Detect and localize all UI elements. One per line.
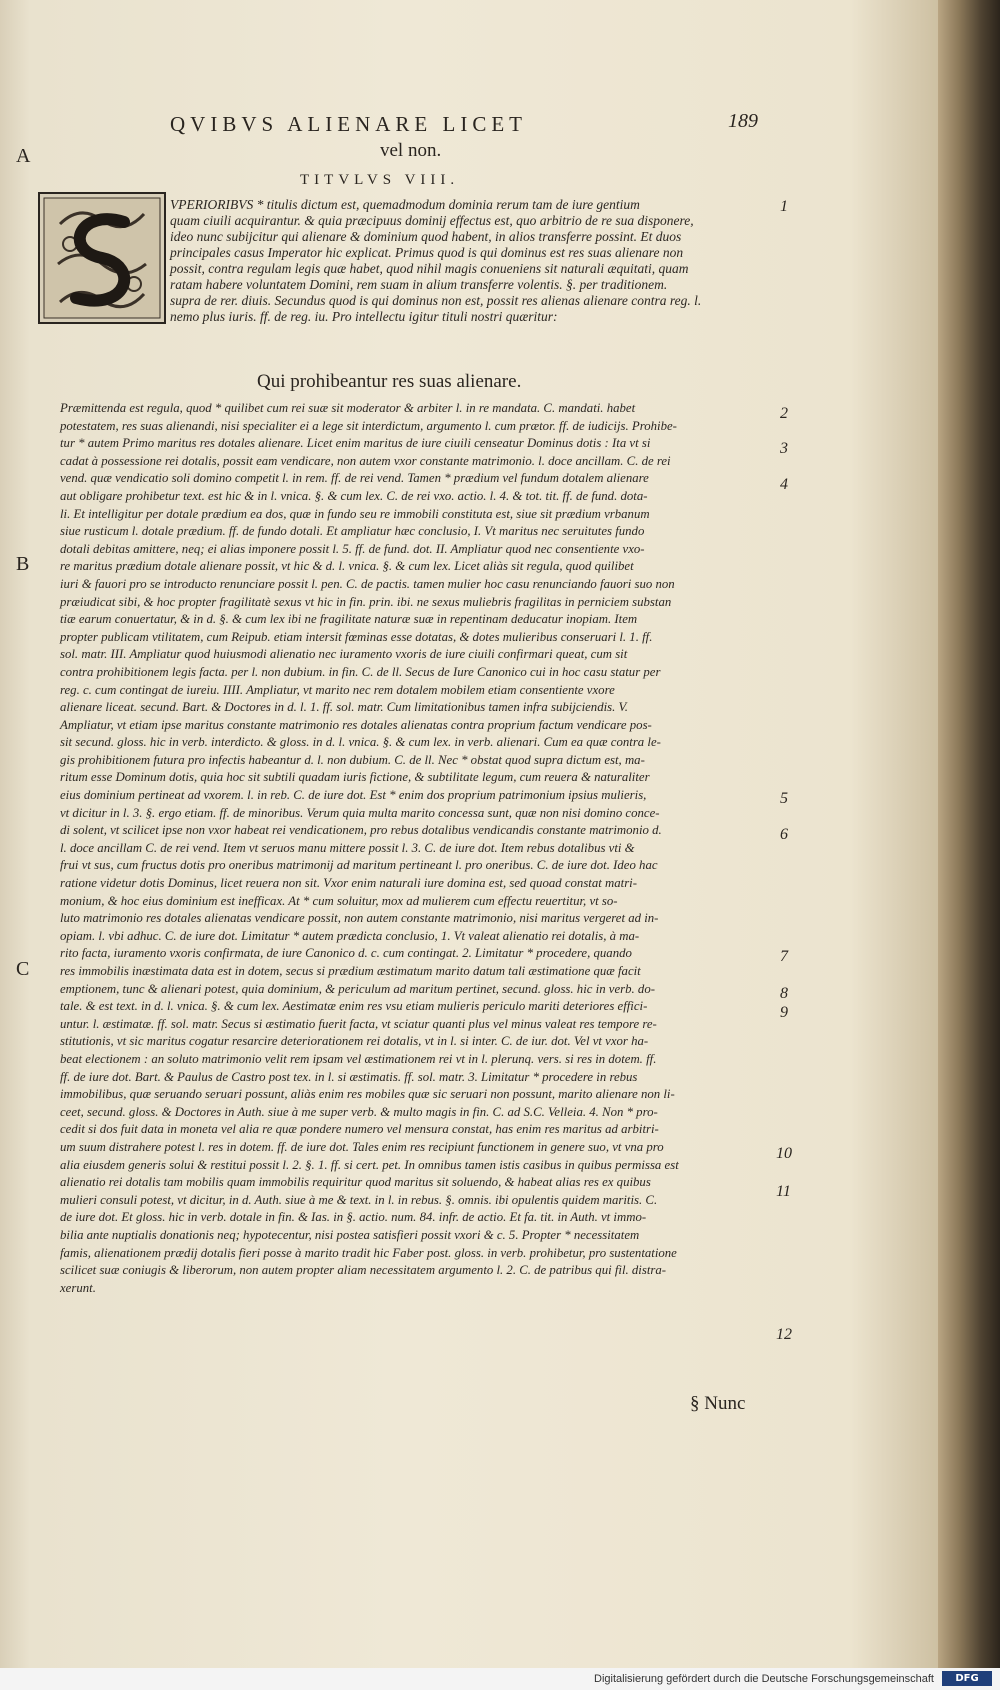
intro-line: ratam habere voluntatem Domini, rem suam in alium transferre volentis. §. per traditionem.	[170, 277, 668, 292]
intro-line: nemo plus iuris. ff. de reg. iu. Pro intellectu igitur tituli nostri quæritur:	[170, 309, 558, 324]
body-line: immobilibus, quæ seruando seruari possunt, aliàs enim res mobiles quæ sic seruari non possunt, marito alienare non li-	[60, 1087, 675, 1102]
body-line: emptionem, tunc & alienari potest, quia dominium, & periculum ad maritum pertinet, secund. gloss. hic in verb. do-	[60, 981, 655, 996]
section-mark-a: A	[16, 145, 31, 167]
body-line: famis, alienationem prædij dotalis fieri posse à marito tradit hic Faber post. gloss. in verb. prohibetur, pro sustentatione	[60, 1245, 677, 1260]
body-line: stitutionis, vt sic maritus cogatur resarcire deteriorationem rei dotalis, vt in l. si inter. C. de iur. dot. Vel vt vxor ha-	[60, 1034, 649, 1049]
decorated-initial-s-icon	[38, 192, 166, 324]
margin-number-4: 4	[780, 476, 788, 493]
body-line: tale. & est text. in d. l. vnica. §. & cum lex. Aestimatæ enim res vsu etiam mulieris periculo mariti deteriores effici-	[60, 999, 648, 1014]
margin-number-5: 5	[780, 790, 788, 807]
body-line: vt dicitur in l. 3. §. ergo etiam. ff. de minoribus. Verum quia multa marito concessa sunt, quæ non nisi domino conce-	[60, 805, 660, 820]
margin-number-8: 8	[780, 985, 788, 1002]
footer-bar	[0, 1668, 1000, 1690]
body-line: tiæ earum conuertatur, & in d. §. & cum lex ibi ne fragilitate naturæ suæ in repentinam deducatur inopiam. Item	[60, 612, 638, 627]
body-line: alia eiusdem generis solui & restitui possit l. 2. §. 1. ff. si cert. pet. In omnibus tamen istis casibus in quibus permissa est	[60, 1157, 679, 1172]
running-subtitle: vel non.	[380, 140, 442, 161]
body-line: dotali debitas amittere, neq; ei alias imponere possit l. 5. ff. de fund. dot. II. Ampliatur quod nec consentiente vxo-	[60, 541, 645, 556]
body-line: gis prohibitionem futura pro infectis habeantur d. l. non dubium. C. de ll. Nec * obstat quod supra dictum est, ma-	[60, 752, 645, 767]
running-title: QVIBVS ALIENARE LICET	[170, 112, 527, 136]
body-line: rito facta, iuramento vxoris confirmata, de iure Canonico d. c. cum contingat. 2. Limitatur * procedere, quando	[60, 946, 632, 961]
body-line: ratione videtur dotis Dominus, licet reuera non sit. Vxor enim naturali iure domina est, sed quoad constat matri-	[60, 876, 637, 891]
dfg-logo-icon: DFG	[942, 1671, 992, 1686]
margin-number-10: 10	[776, 1145, 792, 1162]
margin-number-2: 2	[780, 405, 788, 422]
body-line: siue rusticum l. dotale prædium. ff. de fundo dotali. Et ampliatur hæc conclusio, I. Vt maritus nec seruitutes fundo	[60, 524, 645, 539]
section-mark-c: C	[16, 958, 30, 980]
body-line: l. doce ancillam C. de rei vend. Item vt seruos manu mittere possit l. 3. C. de iure dot. Item rebus dotalibus vti &	[60, 840, 635, 855]
margin-number-1: 1	[780, 198, 788, 215]
intro-line: possit, contra regulam legis quæ habet, quod nihil magis conueniens sit naturali æquitati, quam	[170, 261, 689, 276]
body-line: mulieri consuli potest, vt dicitur, in d. Auth. siue à me & text. in l. in rebus. §. omnis. ibi opulentis quidem maritis. C.	[60, 1192, 658, 1207]
body-line: alienatio rei dotalis tam mobilis quam immobilis requiritur quod maritus sit soluendo, & habeat alias res ex quibus	[60, 1175, 651, 1190]
intro-line: supra de rer. diuis. Secundus quod is qui dominus non est, possit res alienas alienare contra reg. l.	[170, 293, 702, 308]
body-line: di solent, vt scilicet ipse non vxor habeat rei vendicationem, pro rebus dotalibus vendicandis constante matrimonio d.	[60, 823, 662, 838]
footer-credit: Digitalisierung gefördert durch die Deutsche Forschungsgemeinschaft	[594, 1673, 934, 1685]
body-line: Ampliatur, vt etiam ipse maritus constante matrimonio res dotales alienatas contra proprium factum vendicare pos-	[60, 717, 652, 732]
margin-number-6: 6	[780, 826, 788, 843]
margin-number-12: 12	[776, 1326, 792, 1343]
body-line: um suum distrahere potest l. res in dotem. ff. de iure dot. Tales enim res recipiunt functionem in genere suo, vt vna pro	[60, 1139, 664, 1154]
body-line: potestatem, res suas alienandi, nisi specialiter ei a lege sit interdictum, argumento l. cum prætor. ff. de iudicijs. Prohibe-	[60, 418, 677, 433]
body-line: propter publicam vtilitatem, cum Reipub. etiam intersit fœminas esse dotatas, & dotes mulieribus conseruari l. 1. ff.	[60, 629, 653, 644]
body-line: tur * autem Primo maritus res dotales alienare. Licet enim maritus de iure ciuili censeatur Dominus dotis : Ita vt si	[60, 436, 651, 451]
catchword: § Nunc	[690, 1393, 746, 1414]
body-line: untur. l. æstimatæ. ff. sol. matr. Secus si æstimatio fuerit facta, vt sciatur quanti plus vel minus valeat res tempore re-	[60, 1016, 657, 1031]
intro-paragraph	[170, 197, 740, 325]
section-heading: Qui prohibeantur res suas alienare.	[257, 371, 522, 392]
body-line: monium, & hoc eius dominium est inefficax. At * cum soluitur, mox ad mulierem cum effectu reuertitur, vt so-	[60, 893, 618, 908]
title-label: TITVLVS VIII.	[300, 172, 460, 188]
body-line: ceet, secund. gloss. & Doctores in Auth. siue à me super verb. & multo magis in fin. C. ad S.C. Velleia. 4. Non * pro-	[60, 1104, 658, 1119]
page-number: 189	[728, 110, 758, 132]
body-line: præiudicat sibi, & hoc propter fragilitatè sexus vt hic in fin. prin. ibi. ne sexus muliebris fragilitas in perniciem substan	[60, 594, 672, 609]
body-line: de iure dot. Et gloss. hic in verb. dotale in fin. & Ias. in §. actio. num. 84. infr. de actio. Et fa. tit. in Auth. vt immo-	[60, 1210, 647, 1225]
body-line: opiam. l. vbi adhuc. C. de iure dot. Limitatur * autem prædicta conclusio, 1. Vt valeat alienatio rei dotalis, à ma-	[60, 928, 640, 943]
ornament-graphic	[40, 194, 164, 322]
body-line: scilicet suæ coniugis & liberorum, non autem propter aliam necessitatem argumento l. 2. C. de patribus qui fil. distra-	[60, 1263, 667, 1278]
intro-line: principales casus Imperator hic explicat. Primus quod is qui dominus est res suas alienare non	[170, 245, 684, 260]
body-line: sit secund. gloss. hic in verb. interdicto. & gloss. in d. l. vnica. §. & cum lex. in verb. alienari. Cum ea quæ contra le-	[60, 735, 661, 750]
body-line: aut obligare prohibetur text. est hic & in l. vnica. §. & cum lex. C. de rei vxo. actio. l. 4. & tot. tit. ff. de fund. dota-	[60, 488, 648, 503]
intro-line: ideo nunc subijcitur qui alienare & dominium quod habent, in alios transferre possint. Et duos	[170, 229, 682, 244]
body-text	[60, 400, 750, 1297]
body-line: vend. quæ vendicatio soli domino competit l. in rem. ff. de rei vend. Tamen * prædium vel fundum dotalem alienare	[60, 471, 649, 486]
intro-line: quam ciuili acquirantur. & quia præcipuus dominij effectus est, quo arbitrio de re sua disponere,	[170, 213, 694, 228]
body-line: iuri & fauori pro se introducto renunciare possit l. pen. C. de pactis. tamen mulier hoc casu renunciando fauori suo non	[60, 576, 675, 591]
body-line: eius dominium pertineat ad vxorem. l. in reb. C. de iure dot. Est * enim dos proprium patrimonium ipsius mulieris,	[60, 788, 647, 803]
body-line: luto matrimonio res dotales alienatas vendicare possit, non autem constante matrimonio, nisi maritus vergeret ad in-	[60, 911, 659, 926]
body-line: reg. c. cum contingat de iureiu. IIII. Ampliatur, vt marito nec rem dotalem mobilem etiam consentiente vxore	[60, 682, 615, 697]
body-line: cadat à possessione rei dotalis, possit eam vendicare, non autem vxor constante matrimonio. l. doce ancillam. C. de rei	[60, 453, 671, 468]
body-line: re maritus prædium dotale alienare possit, vt hic & d. l. vnica. §. & cum lex. Licet aliàs sit regula, quod quilibet	[60, 559, 634, 574]
margin-number-9: 9	[780, 1004, 788, 1021]
intro-line: VPERIORIBVS * titulis dictum est, quemadmodum dominia rerum tam de iure gentium	[170, 197, 640, 212]
body-line: contra prohibitionem legis facta. per l. non dubium. in fin. C. de ll. Secus de Iure Canonico cui in hoc casu statur per	[60, 664, 661, 679]
body-line: ritum esse Dominum dotis, quia hoc sit subtili quadam iuris fictione, & subtilitate legum, cum reuera & naturaliter	[60, 770, 650, 785]
body-line: li. Et intelligitur per dotale prædium ea dos, quæ in fundo seu re immobili constituta est, siue sit prædium vrbanum	[60, 506, 650, 521]
body-line: frui vt sus, cum fructus dotis pro oneribus matrimonij ad maritum pertineant l. pro oneribus. C. de iure dot. Ideo hac	[60, 858, 658, 873]
body-line: Præmittenda est regula, quod * quilibet cum rei suæ sit moderator & arbiter l. in re mandata. C. mandati. habet	[60, 401, 636, 415]
margin-number-7: 7	[780, 948, 788, 965]
body-line: beat electionem : an soluto matrimonio velit rem ipsam vel æstimationem rei vt in l. plerunq. vers. si res in dotem. ff.	[60, 1051, 657, 1066]
body-line: ff. de iure dot. Bart. & Paulus de Castro post tex. in l. si æstimatis. ff. sol. matr. 3. Limitatur * procedere in rebus	[60, 1069, 638, 1084]
body-line: bilia ante nuptialis donationis neq; hypotecentur, nisi postea satisfieri possit vxori & c. 5. Propter * necessitatem	[60, 1227, 640, 1242]
section-mark-b: B	[16, 553, 30, 575]
body-line: xerunt.	[60, 1280, 96, 1295]
margin-number-11: 11	[776, 1183, 791, 1200]
margin-number-3: 3	[780, 440, 788, 457]
body-line: sol. matr. III. Ampliatur quod huiusmodi alienatio nec iuramento vxoris de iure ciuili confirmari queat, cum sit	[60, 647, 628, 662]
body-line: res immobilis inæstimata data est in dotem, secus si prædium æstimatum marito datum tali æstimatione quæ facit	[60, 964, 641, 978]
page-edge	[938, 0, 1000, 1690]
body-line: cedit si dos fuit data in moneta vel alia re quæ pondere numero vel mensura constat, has enim res maritus ad arbitri-	[60, 1122, 659, 1137]
body-line: alienare liceat. secund. Bart. & Doctores in d. l. 1. ff. sol. matr. Cum limitationibus tamen infra subijciendis. V.	[60, 700, 628, 715]
